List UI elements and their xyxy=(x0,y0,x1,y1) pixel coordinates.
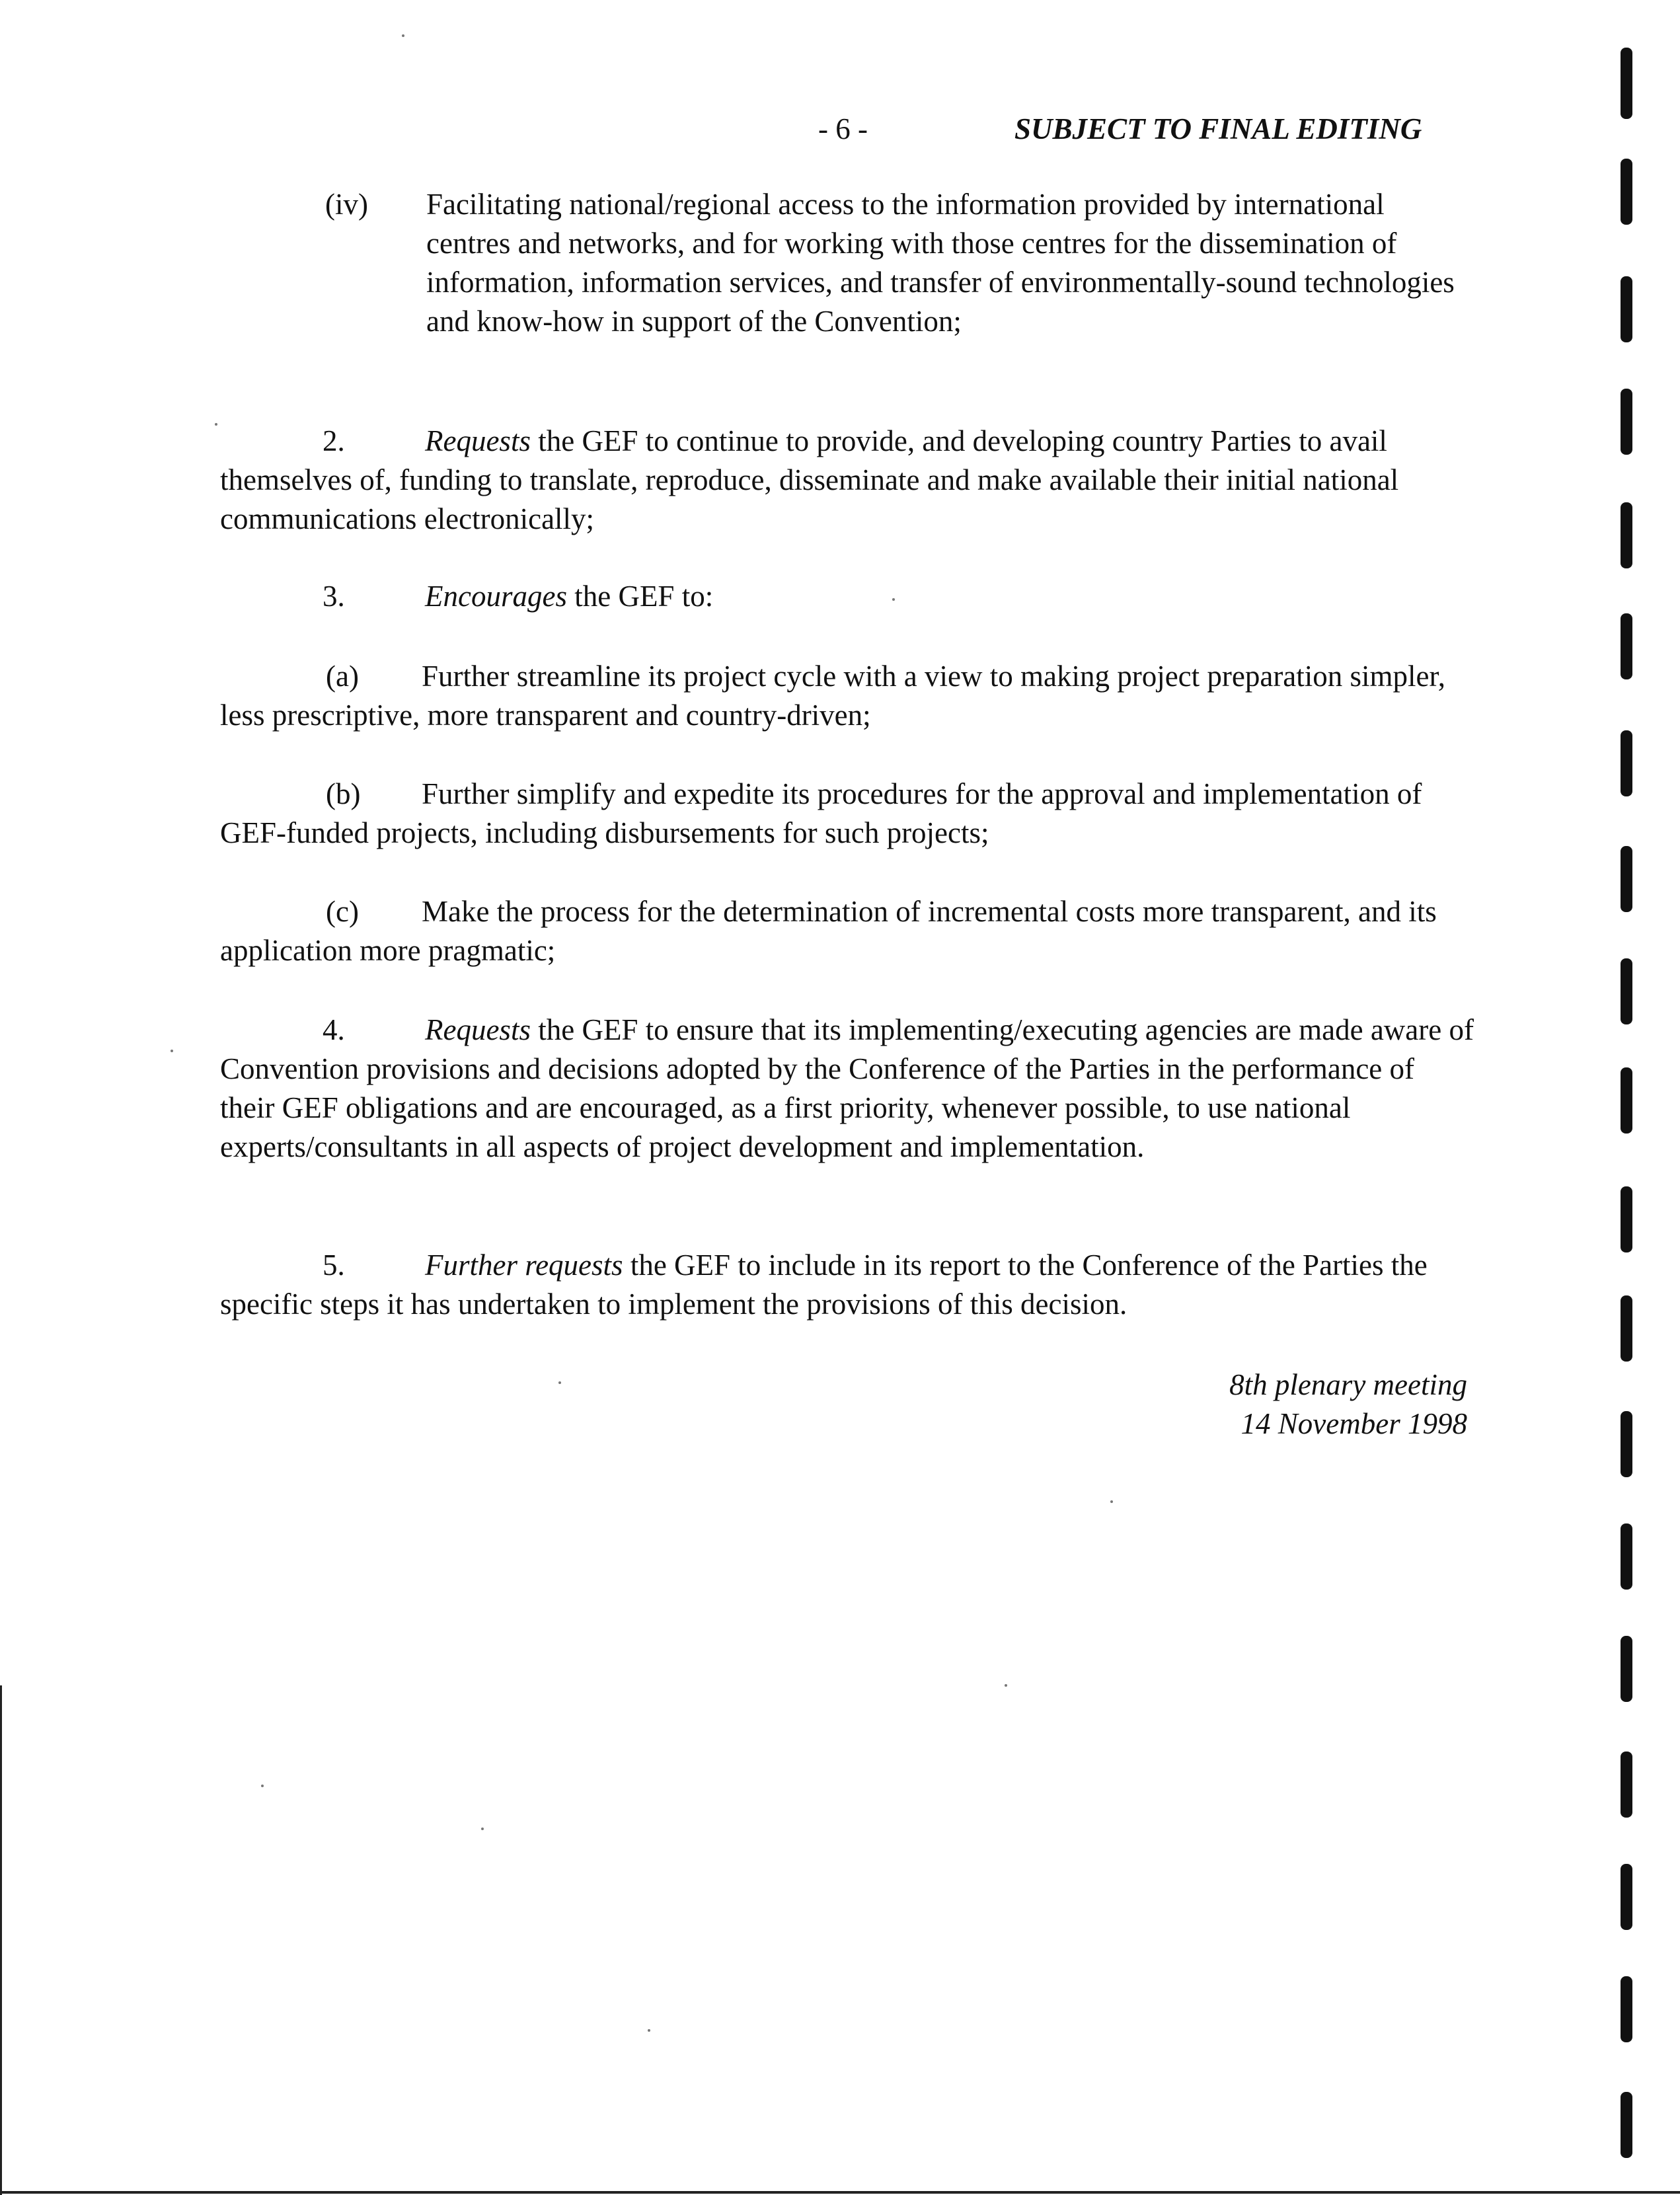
paragraph-5-number: 5. xyxy=(323,1249,345,1282)
paragraph-3-verb: Encourages xyxy=(425,580,567,613)
binding-mark xyxy=(1621,502,1632,568)
scan-speck xyxy=(402,34,404,37)
binding-mark xyxy=(1621,1636,1632,1702)
binding-mark xyxy=(1621,276,1632,342)
binding-mark xyxy=(1621,1411,1632,1477)
binding-mark xyxy=(1621,958,1632,1024)
paragraph-3b-text: Further simplify and expedite its procedures for the approval and implementation of GEF-funded projects, including disbursements for such projects; xyxy=(220,777,1422,849)
paragraph-3c-label: (c) xyxy=(326,895,359,928)
paragraph-2-text: the GEF to continue to provide, and developing country Parties to avail themselves of, funding to translate, reproduce, disseminate and make available their initial national communications electronically; xyxy=(220,424,1399,535)
scan-speck xyxy=(648,2029,650,2032)
paragraph-5-text: the GEF to include in its report to the Conference of the Parties the specific steps it has undertaken to implement the provisions of this decision. xyxy=(220,1249,1428,1321)
paragraph-3b xyxy=(220,775,1476,853)
scan-speck xyxy=(892,598,895,601)
paragraph-3-text: the GEF to: xyxy=(566,580,714,613)
paragraph-3 xyxy=(220,577,1476,616)
binding-mark xyxy=(1621,846,1632,912)
binding-mark xyxy=(1621,1523,1632,1590)
scan-edge-left xyxy=(0,1685,2,2195)
item-iv-label: (iv) xyxy=(325,188,368,221)
closing-meeting: 8th plenary meeting xyxy=(1229,1368,1467,1401)
editing-status-header: SUBJECT TO FINAL EDITING xyxy=(1014,112,1422,145)
paragraph-4-text: the GEF to ensure that its implementing/executing agencies are made aware of Convention provisions and decisions adopted by the Conference of the Parties in the performance of their GEF obligations and are encouraged, as a first priority, whenever possible, to use national experts/consultants in all aspects of project development and implementation. xyxy=(220,1013,1474,1163)
binding-mark xyxy=(1621,2092,1632,2158)
binding-mark xyxy=(1621,613,1632,679)
paragraph-2 xyxy=(220,422,1476,539)
scan-speck xyxy=(1110,1500,1113,1503)
binding-mark xyxy=(1621,1295,1632,1362)
paragraph-3-number: 3. xyxy=(323,580,345,613)
paragraph-5-verb: Further requests xyxy=(425,1249,623,1282)
binding-mark xyxy=(1621,1864,1632,1930)
paragraph-3a xyxy=(220,657,1476,735)
binding-mark xyxy=(1621,389,1632,455)
item-iv-text: Facilitating national/regional access to the information provided by international centres and networks, and for working with those centres for the dissemination of information, information services, and transfer of environmentally-sound technologies and know-how in support of the Convention; xyxy=(426,188,1455,338)
paragraph-3b-label: (b) xyxy=(326,777,361,810)
binding-mark xyxy=(1621,1976,1632,2042)
paragraph-4-number: 4. xyxy=(323,1013,345,1046)
closing-date: 14 November 1998 xyxy=(1241,1407,1467,1440)
paragraph-2-verb: Requests xyxy=(425,424,531,457)
binding-mark xyxy=(1621,1186,1632,1252)
paragraph-5 xyxy=(220,1246,1476,1324)
paragraph-2-number: 2. xyxy=(323,424,345,457)
scan-speck xyxy=(558,1381,561,1384)
paragraph-3a-label: (a) xyxy=(326,660,359,693)
page-number: - 6 - xyxy=(818,112,868,145)
paragraph-4-verb: Requests xyxy=(425,1013,531,1046)
paragraph-3c xyxy=(220,892,1476,970)
binding-mark xyxy=(1621,1067,1632,1134)
binding-mark xyxy=(1621,730,1632,796)
scan-speck xyxy=(481,1828,484,1830)
paragraph-4 xyxy=(220,1011,1476,1167)
binding-mark xyxy=(1621,159,1632,225)
scan-edge-bottom xyxy=(0,2191,1680,2194)
binding-mark xyxy=(1621,48,1632,119)
scan-speck xyxy=(215,423,217,426)
scan-speck xyxy=(171,1050,173,1052)
binding-mark xyxy=(1621,1752,1632,1818)
paragraph-3a-text: Further streamline its project cycle with a view to making project preparation simpler, less prescriptive, more transparent and country-driven; xyxy=(220,660,1445,732)
paragraph-3c-text: Make the process for the determination of incremental costs more transparent, and its application more pragmatic; xyxy=(220,895,1437,967)
scan-speck xyxy=(1005,1684,1007,1687)
scan-speck xyxy=(261,1785,264,1787)
